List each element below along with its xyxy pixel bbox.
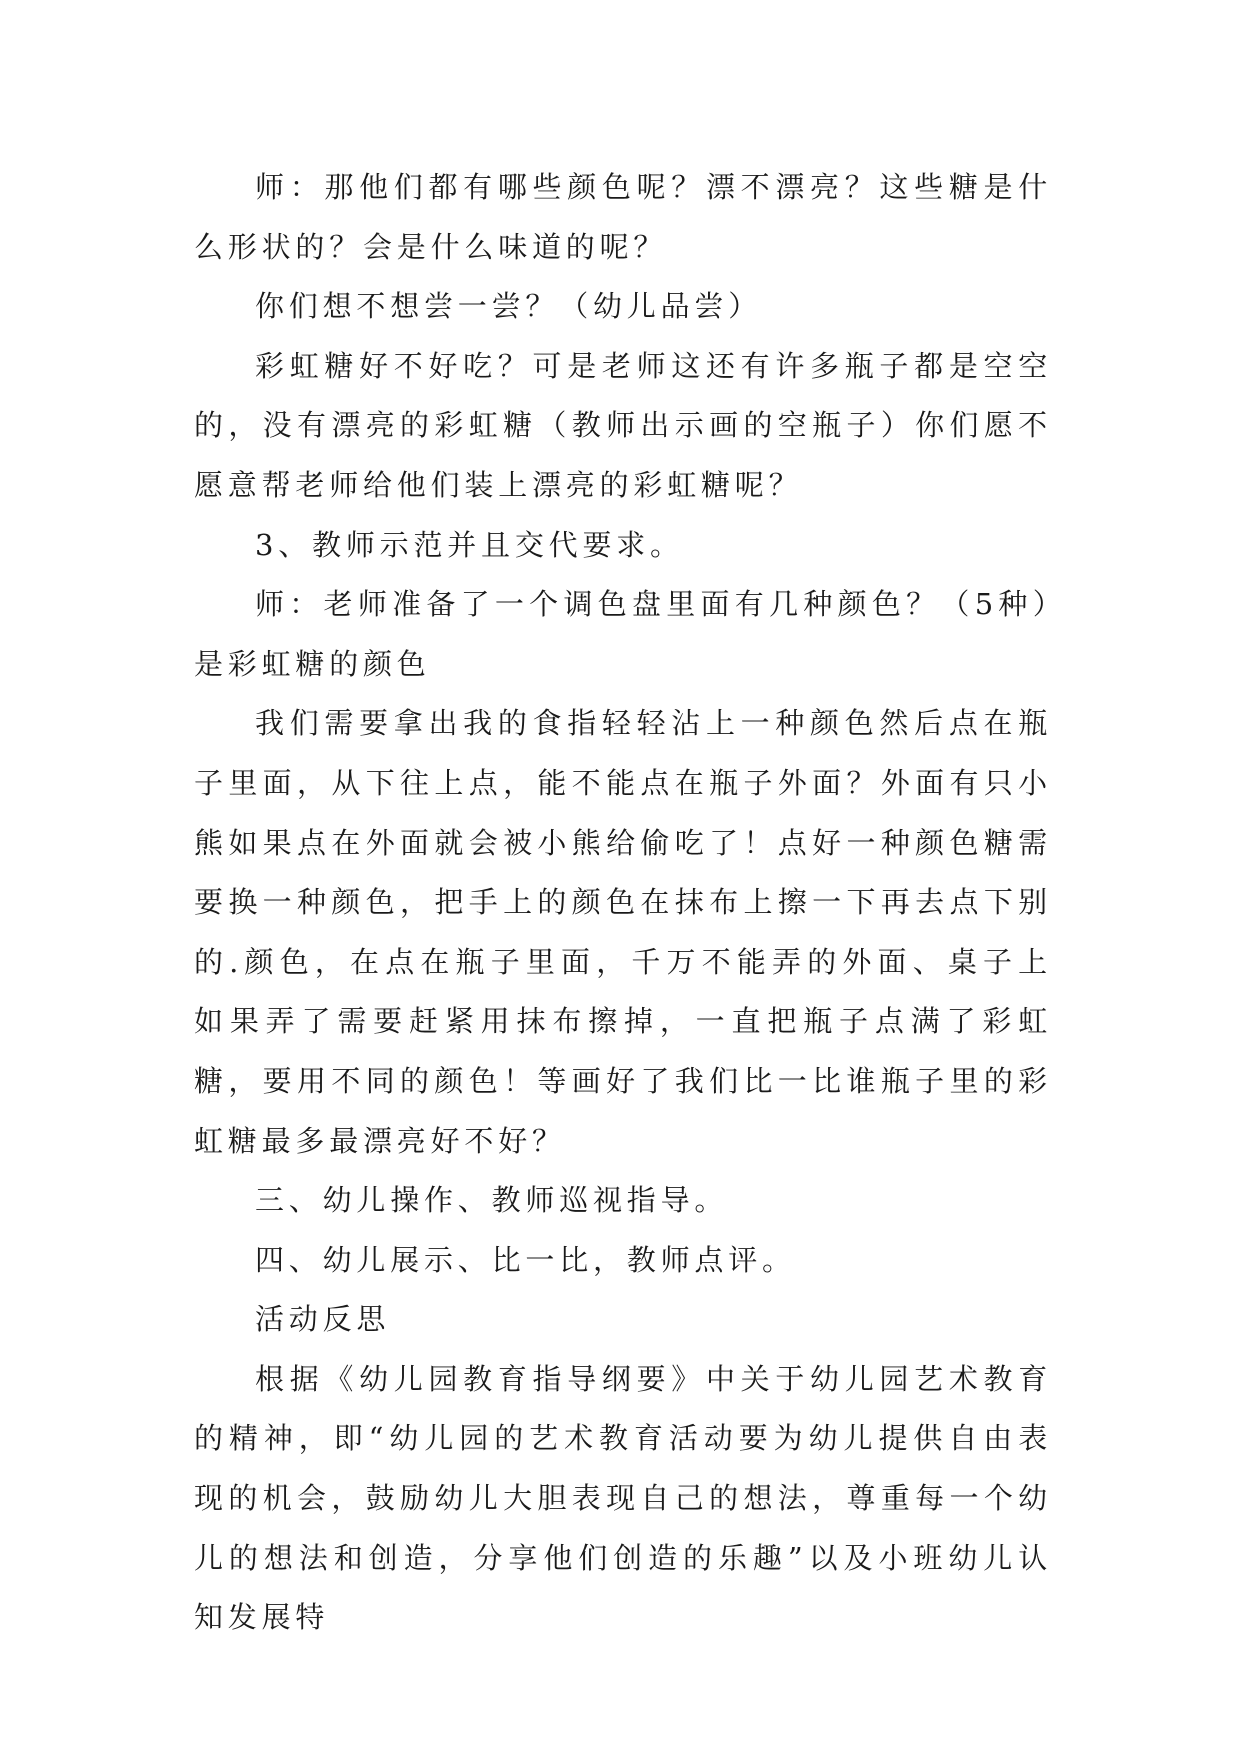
section-heading: 活动反思 bbox=[255, 1302, 391, 1337]
paragraph: 三、幼儿操作、教师巡视指导。 bbox=[255, 1183, 729, 1218]
paragraph: 彩虹糖好不好吃？可是老师这还有许多瓶子都是空空的，没有漂亮的彩虹糖（教师出示画的空瓶子）你们愿不愿意帮老师给他们装上漂亮的彩虹糖呢？ bbox=[194, 348, 1052, 502]
document-body bbox=[194, 158, 1052, 1648]
paragraph: 师：老师准备了一个调色盘里面有几种颜色？（5种）是彩虹糖的颜色 bbox=[194, 587, 1052, 681]
paragraph: 你们想不想尝一尝？（幼儿品尝） bbox=[255, 289, 763, 324]
paragraph: 根据《幼儿园教育指导纲要》中关于幼儿园艺术教育的精神，即“幼儿园的艺术教育活动要为幼儿提供自由表现的机会，鼓励幼儿大胆表现自己的想法，尊重每一个幼儿的想法和创造，分享他们创造的乐趣”以及小班幼儿认知发展特 bbox=[194, 1361, 1052, 1635]
paragraph: 师：那他们都有哪些颜色呢？漂不漂亮？这些糖是什么形状的？会是什么味道的呢？ bbox=[194, 170, 1052, 264]
paragraph: 3、教师示范并且交代要求。 bbox=[255, 527, 684, 562]
paragraph: 四、幼儿展示、比一比，教师点评。 bbox=[255, 1242, 796, 1277]
paragraph: 我们需要拿出我的食指轻轻沾上一种颜色然后点在瓶子里面，从下往上点，能不能点在瓶子外面？外面有只小熊如果点在外面就会被小熊给偷吃了！点好一种颜色糖需要换一种颜色，把手上的颜色在抹布上擦一下再去点下别的.颜色，在点在瓶子里面，千万不能弄的外面、桌子上如果弄了需要赶紧用抹布擦掉，一直把瓶子点满了彩虹糖，要用不同的颜色！等画好了我们比一比谁瓶子里的彩虹糖最多最漂亮好不好？ bbox=[194, 706, 1052, 1158]
